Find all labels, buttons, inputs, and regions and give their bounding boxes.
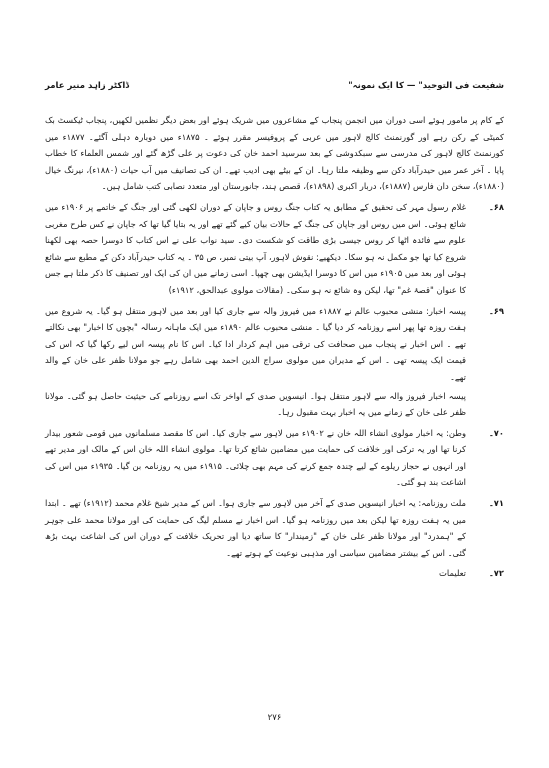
footnote-text: تعلیمات bbox=[439, 568, 466, 579]
header-author: ڈاکٹر زاہد منیر عامر bbox=[45, 81, 130, 91]
footnote-number: ۶۹۔ bbox=[488, 305, 504, 316]
continuation-text: پیسہ اخبار فیروز والہ سے لاہور منتقل ہوا۔ انیسویں صدی کے اواخر تک اسے روزنامے کی حیثیت حاصل ہو گئی۔ مولانا ظفر علی خان کے زمانے میں یہ اخبار بہت مقبول رہا۔ bbox=[45, 390, 466, 418]
footnote-number: ۷۲۔ bbox=[488, 568, 504, 579]
footnote-69 bbox=[45, 303, 504, 386]
footnote-text: پیسہ اخبار: منشی محبوب عالم نے ۱۸۸۷ء میں فیروز والہ سے جاری کیا اور بعد میں لاہور منتقل ہو گیا۔ یہ شروع میں ہفت روزہ تھا پھر اسے روزنامہ کر دیا گیا ۔ منشی محبوب عالم ۱۸۹۰ء میں ایک ماہانہ رسالہ "بچوں کا اخبار" بھی نکالتے تھے ۔ اس اخبار نے پنجاب میں صحافت کی ترقی میں اہم کردار ادا کیا۔ اس کا نام پیسہ اس لیے رکھا گیا کہ اس کی قیمت ایک پیسہ تھی ۔ اس کے مدیران میں مولوی سراج الدین احمد بھی شامل رہے جو مولانا ظفر علی خان کے والد تھے۔ bbox=[45, 305, 467, 382]
page-body bbox=[45, 112, 504, 584]
footnote-number: ۷۰۔ bbox=[488, 427, 504, 438]
page-number: ۲۷۶ bbox=[267, 713, 282, 723]
footnote-71 bbox=[45, 495, 504, 561]
footnote-69-continuation bbox=[45, 388, 504, 421]
header-title: "شفیعت فی التوحید" — کا ایک نمونہ bbox=[348, 81, 504, 91]
intro-paragraph: کے کام پر مامور ہوئے اسی دوران میں انجمن پنجاب کے مشاعروں میں شریک ہوئے اور بعض دیگر نظمیں لکھیں، پنجاب ٹیکسٹ بک کمیٹی کے رکن رہے اور گورنمنٹ کالج لاہور میں عربی کے پروفیسر مقرر ہوئے ۔ ۱۸۷۵ء میں دوبارہ دہلی آگئے۔ ۱۸۷۷ء میں کورنمنٹ کالج لاہور کی مدرسی سے سبکدوشی کے بعد سرسید احمد خان کی دعوت پر علی گڑھ گئے اور شمس العلماء کا خطاب پایا ۔ آخر عمر میں حیدرآباد دکن سے وظیفہ ملتا رہا۔ ان کے بیٹے بھی ادیب تھے۔ ان کی تصانیف میں آب حیات (۱۸۸۰ء)، نیرنگ خیال (۱۸۸۰ء)، سخن دان فارس (۱۸۸۷ء)، دربار اکبری (۱۸۹۸ء)، قصص ہند، جانورستان اور متعدد نصابی کتب شامل ہیں۔ bbox=[45, 115, 504, 192]
footnote-text: ملت روزنامہ: یہ اخبار انیسویں صدی کے آخر میں لاہور سے جاری ہوا۔ اس کے مدیر شیخ غلام محمد (۱۹۱۲ء) تھے ۔ ابتدا میں یہ ہفت روزہ تھا لیکن بعد میں روزنامہ ہو گیا۔ اس اخبار نے مسلم لیگ کی حمایت کی اور مولانا محمد علی جوہر کے "ہمدرد" اور مولانا ظفر علی خان کے "زمیندار" کا ساتھ دیا اور تحریک خلافت کے دوران اس کی اشاعت بہت بڑھ گئی۔ اس کے بیشتر مضامین سیاسی اور مذہبی نوعیت کے ہوتے تھے۔ bbox=[45, 498, 466, 558]
footnote-70 bbox=[45, 425, 504, 491]
footnote-68 bbox=[45, 199, 504, 299]
footnote-number: ۷۱۔ bbox=[488, 498, 504, 509]
running-header bbox=[45, 80, 504, 94]
footnote-72 bbox=[45, 565, 504, 582]
footnote-text: غلام رسول مہر کی تحقیق کے مطابق یہ کتاب جنگ روس و جاپان کے دوران لکھی گئی اور جنگ کے خاتمے پر ۱۹۰۶ء میں شائع ہوئی۔ اس میں روس اور جاپان کی جنگ کے حالات بیان کیے گئے تھے اور یہ بتایا گیا تھا کہ جاپان نے کس طرح مغربی علوم سے فائدہ اٹھا کر روس جیسی بڑی طاقت کو شکست دی۔ سید نواب علی نے اس کتاب کا دوسرا حصہ بھی لکھنا شروع کیا تھا جو مکمل نہ ہو سکا۔ دیکھیے: نقوش لاہور، آپ بیتی نمبر، ص ۳۵ ۔ یہ کتاب حیدرآباد دکن کے مطبع سے شائع ہوئی اور بعد میں ۱۹۰۵ء میں اس کا دوسرا ایڈیشن بھی چھپا۔ اسی زمانے میں ان کی ایک اور تصنیف کا ذکر ملتا ہے جس کا عنوان "قصۂ غم" تھا، لیکن وہ شائع نہ ہو سکی۔ (مقالات مولوی عبدالحق، ۱۹۱۲ء) bbox=[45, 201, 467, 295]
footnote-number: ۶۸۔ bbox=[488, 201, 504, 212]
footnote-text: وطن: یہ اخبار مولوی انشاء اللہ خان نے ۱۹۰۲ء میں لاہور سے جاری کیا۔ اس کا مقصد مسلمانوں میں قومی شعور بیدار کرنا تھا اور یہ ترکی اور خلافت کی حمایت میں مضامین شائع کرتا تھا۔ مولوی انشاء اللہ خان اس کے مالک اور مدیر تھے اور انہوں نے حجاز ریلوے کے لیے چندہ جمع کرنے کی مہم بھی چلائی۔ ۱۹۱۵ء میں یہ روزنامہ بن گیا۔ ۱۹۳۵ء میں اس کی اشاعت بند ہو گئی۔ bbox=[45, 427, 466, 488]
